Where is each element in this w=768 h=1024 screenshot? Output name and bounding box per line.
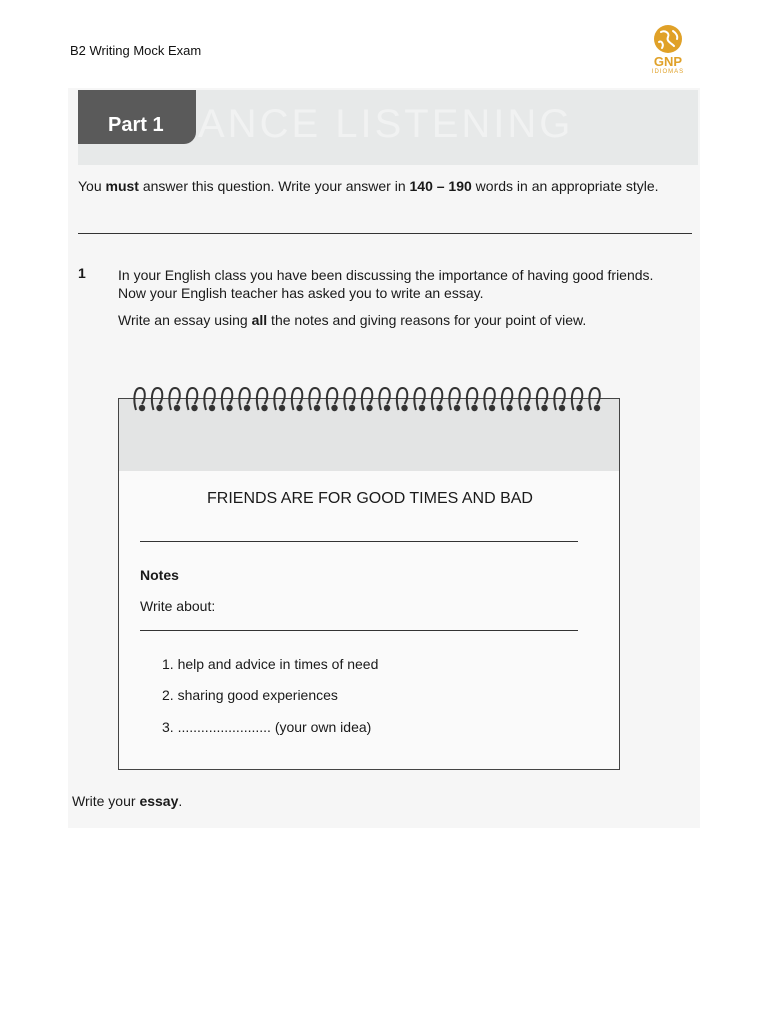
- write-about-label: Write about:: [140, 598, 216, 614]
- bleed-through-text: ANCE LISTENING: [198, 102, 574, 146]
- spiral-hole: [471, 405, 477, 411]
- footer-task: [72, 793, 182, 809]
- title-underline: [140, 541, 578, 542]
- spiral-hole: [349, 405, 355, 411]
- spiral-hole: [156, 405, 162, 411]
- spiral-hole: [244, 405, 250, 411]
- logo-name: GNP: [653, 54, 683, 69]
- note-text: help and advice in times of need: [177, 656, 379, 672]
- instr-text-1: You: [78, 178, 106, 194]
- spiral-hole: [314, 405, 320, 411]
- note-item: [162, 687, 338, 703]
- note-item: [162, 656, 378, 672]
- question-number: 1: [78, 265, 86, 281]
- spiral-hole: [576, 405, 582, 411]
- gnp-logo: [646, 24, 690, 76]
- instructions: [78, 178, 688, 195]
- spiral-hole: [261, 405, 267, 411]
- spiral-hole: [506, 405, 512, 411]
- spiral-hole: [559, 405, 565, 411]
- spiral-hole: [209, 405, 215, 411]
- footer-text-2: .: [178, 793, 183, 809]
- instr-bold-must: must: [105, 178, 139, 194]
- note-number: 3.: [162, 719, 174, 735]
- globe-icon: [651, 24, 685, 54]
- notes-card: [118, 398, 620, 770]
- note-text: ........................ (your own idea): [177, 719, 372, 735]
- instr-text-3: words in an appropriate style.: [471, 178, 659, 194]
- footer-text-1: Write your: [72, 793, 140, 809]
- spiral-hole: [226, 405, 232, 411]
- spiral-hole: [366, 405, 372, 411]
- spiral-hole: [541, 405, 547, 411]
- footer-bold: essay: [139, 793, 179, 809]
- write-about-underline: [140, 630, 578, 631]
- note-text: sharing good experiences: [177, 687, 338, 703]
- notes-label: Notes: [140, 567, 179, 583]
- card-title: FRIENDS ARE FOR GOOD TIMES AND BAD: [207, 490, 533, 507]
- spiral-hole: [454, 405, 460, 411]
- instr-text-2: answer this question. Write your answer in: [138, 178, 410, 194]
- logo-subtitle: IDIOMAS: [651, 69, 685, 75]
- note-number: 2.: [162, 687, 174, 703]
- spiral-hole: [524, 405, 530, 411]
- question-task: [118, 312, 678, 328]
- spiral-hole: [174, 405, 180, 411]
- part-tab: [78, 90, 196, 144]
- instr-bold-range: 140 – 190: [409, 178, 472, 194]
- spiral-hole: [279, 405, 285, 411]
- task-text-2: the notes and giving reasons for your point of view.: [267, 312, 587, 328]
- spiral-hole: [594, 405, 600, 411]
- spiral-hole: [384, 405, 390, 411]
- spiral-hole: [489, 405, 495, 411]
- task-bold: all: [251, 312, 268, 328]
- spiral-hole: [436, 405, 442, 411]
- spiral-hole: [331, 405, 337, 411]
- part-label: Part 1: [108, 114, 164, 136]
- spiral-hole: [191, 405, 197, 411]
- spiral-hole: [139, 405, 145, 411]
- divider: [78, 233, 692, 234]
- note-item: [162, 719, 371, 735]
- question-text: In your English class you have been discussing the importance of having good friends. Now your English teacher has asked you to write an essay.: [118, 267, 654, 301]
- spiral-hole: [401, 405, 407, 411]
- spiral-binding: [126, 384, 606, 418]
- task-text-1: Write an essay using: [118, 312, 252, 328]
- header-title: B2 Writing Mock Exam: [70, 43, 202, 58]
- spiral-hole: [296, 405, 302, 411]
- spiral-hole: [419, 405, 425, 411]
- note-number: 1.: [162, 656, 174, 672]
